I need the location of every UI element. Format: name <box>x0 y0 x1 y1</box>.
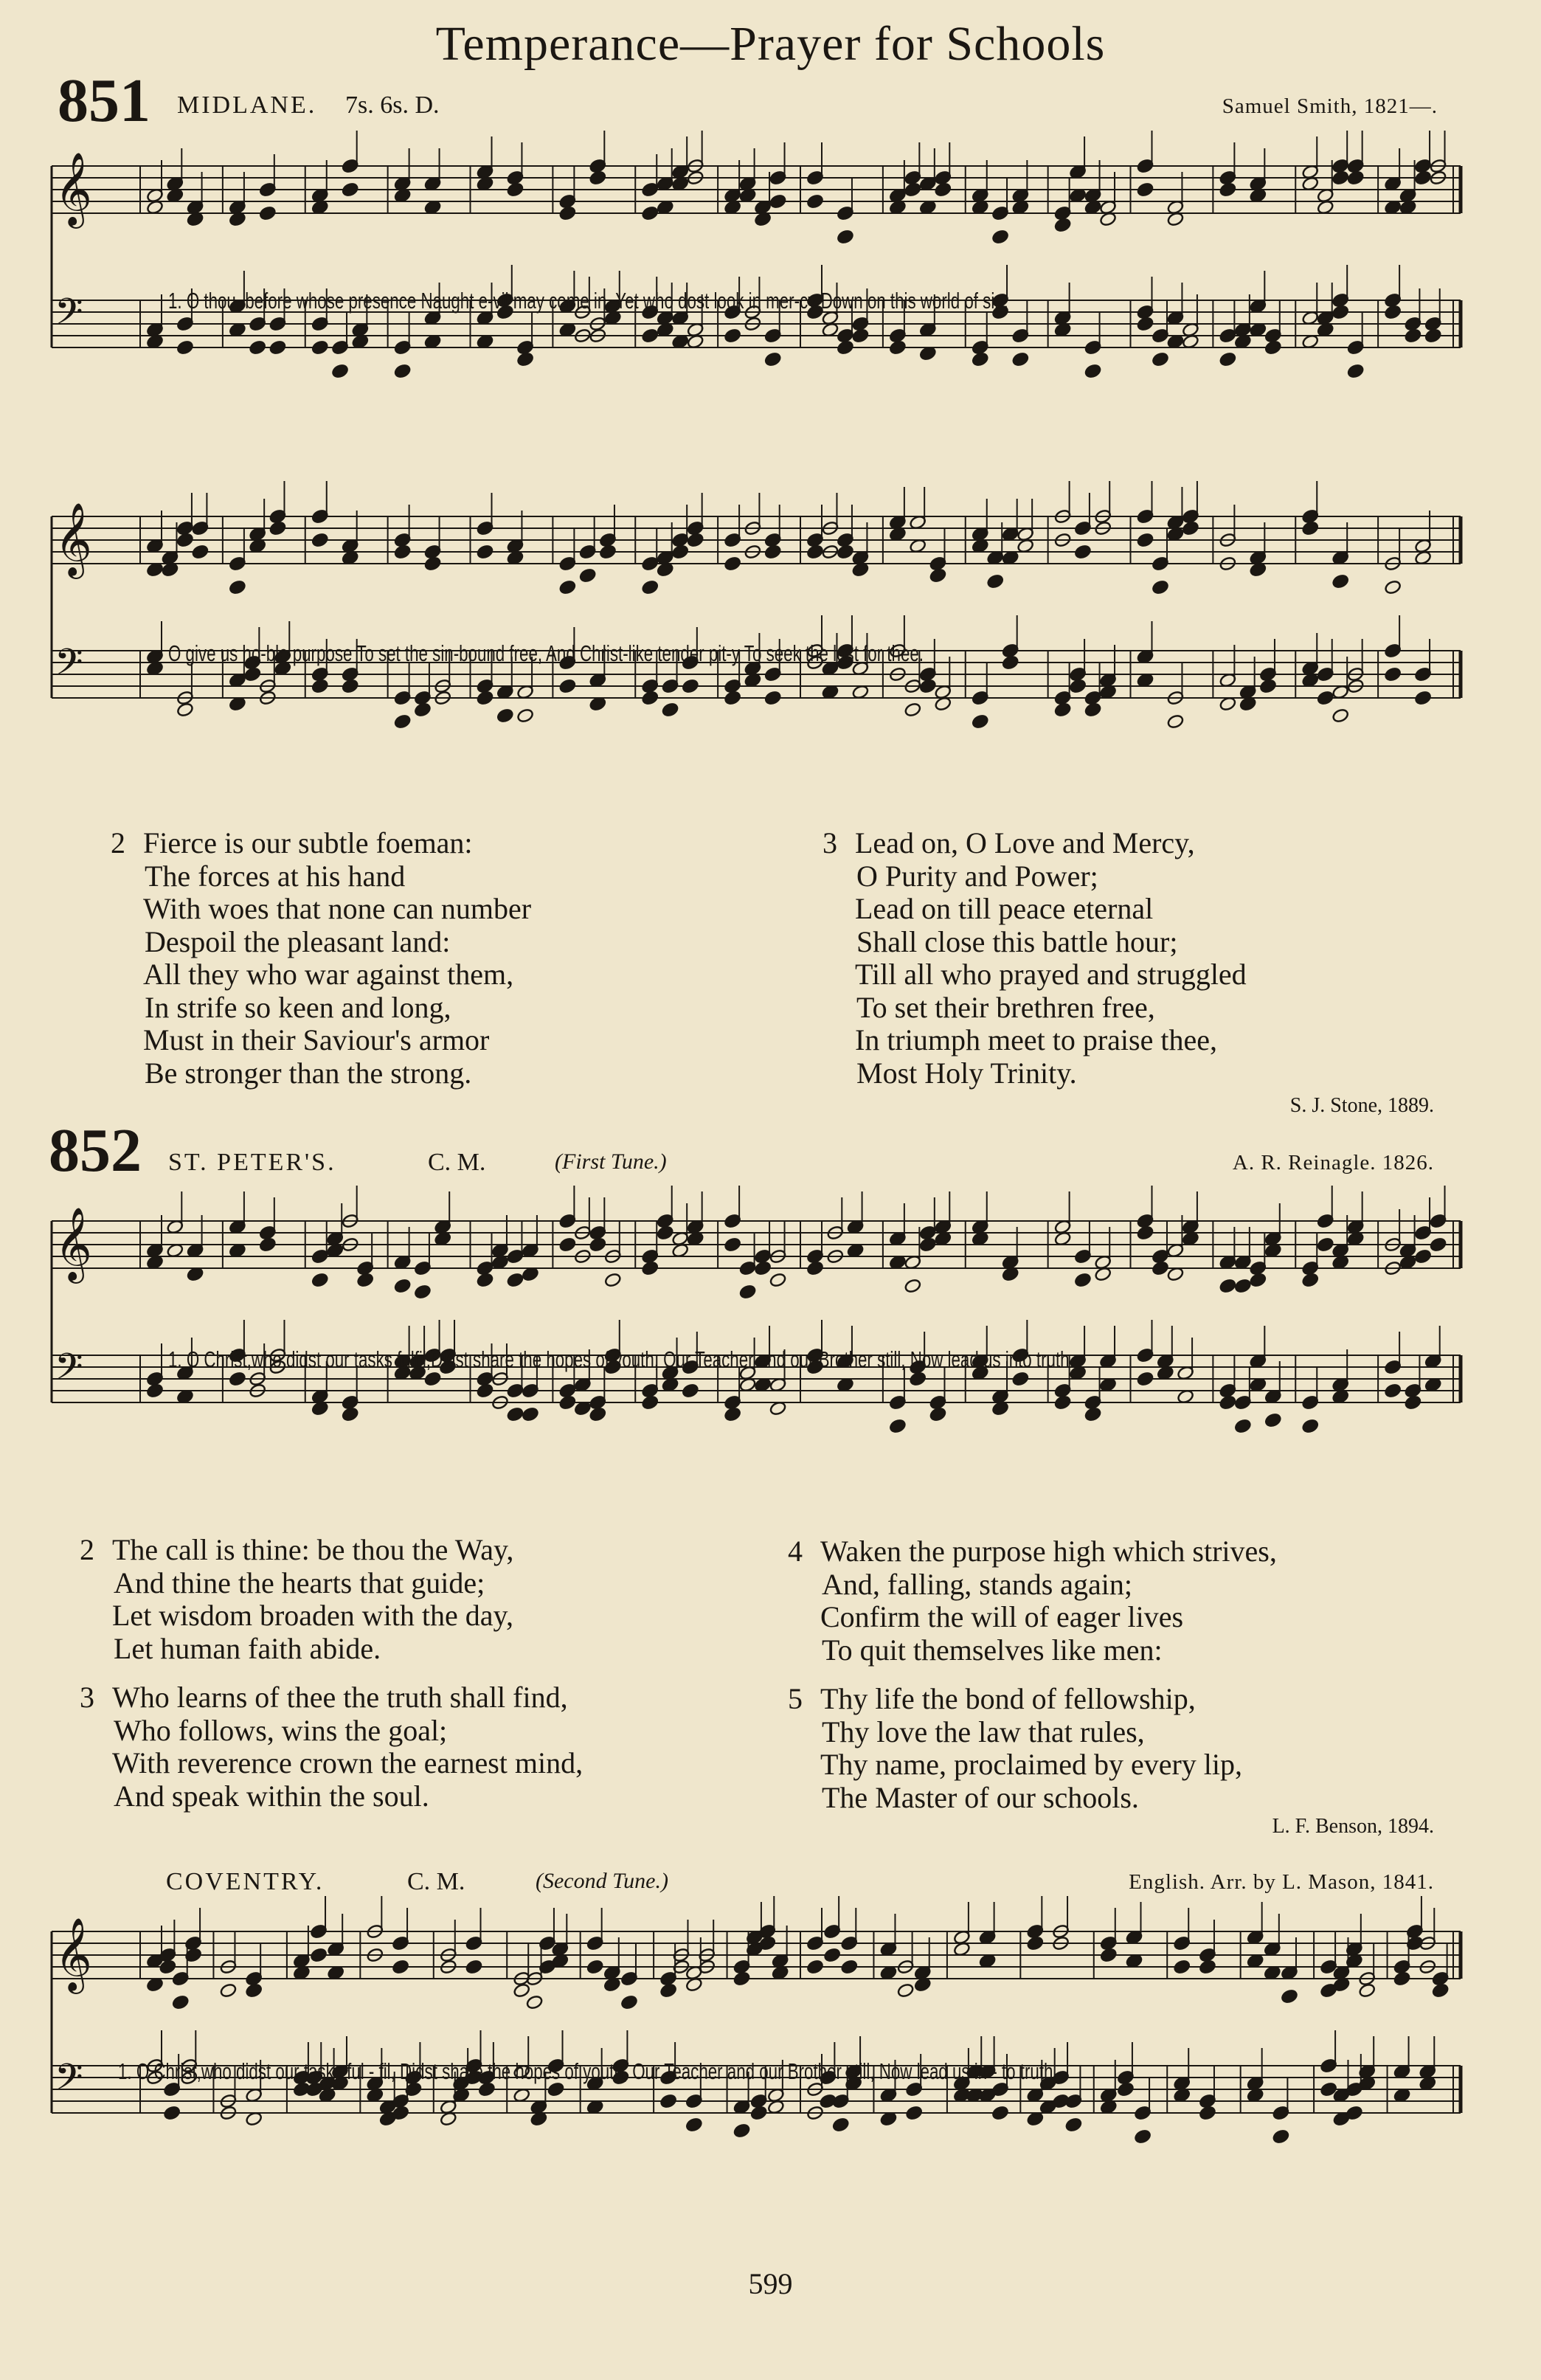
note-head <box>840 1959 858 1974</box>
verse-852-4 <box>788 1535 1277 1667</box>
note-head <box>671 544 689 559</box>
note-head <box>897 1982 915 1998</box>
note-head <box>1384 666 1402 682</box>
note-head <box>558 678 576 693</box>
note-head <box>904 181 921 197</box>
verse-line: Let human faith abide. <box>114 1631 381 1665</box>
note-head <box>991 2105 1009 2120</box>
note-head <box>1054 217 1072 232</box>
tune-name-coventry: COVENTRY. <box>166 1868 325 1895</box>
note-head <box>1136 181 1154 197</box>
note-head <box>1358 1982 1376 1998</box>
note-head <box>1084 1406 1102 1422</box>
bass-clef-icon: 𝄢 <box>55 2056 83 2108</box>
note-head <box>754 1260 772 1276</box>
note-head <box>1166 713 1184 729</box>
note-head <box>929 567 946 583</box>
note-head <box>476 544 494 559</box>
note-head <box>1301 1272 1319 1287</box>
note-head <box>342 1406 359 1422</box>
note-head <box>904 702 921 717</box>
note-head <box>176 339 194 355</box>
note-head <box>657 1225 674 1240</box>
note-head <box>1393 1971 1411 1986</box>
note-head <box>1317 1236 1334 1252</box>
verse-line: With woes that none can number <box>143 892 532 925</box>
meter-851: 7s. 6s. D. <box>345 91 440 119</box>
note-head <box>1432 1982 1450 1998</box>
bass-staff <box>52 2030 1461 2145</box>
verse-line: To set their brethren free, <box>856 990 1155 1024</box>
note-head <box>243 666 261 682</box>
note-head <box>1182 520 1199 536</box>
note-head <box>476 1272 494 1287</box>
note-head <box>526 1994 544 2010</box>
treble-staff <box>52 1186 1461 1300</box>
note-head <box>1199 2105 1216 2120</box>
note-head <box>229 579 246 595</box>
note-head <box>659 2093 677 2109</box>
verse-line: In triumph meet to praise thee, <box>855 1023 1217 1056</box>
note-head <box>739 1284 757 1299</box>
verse-number: 4 <box>788 1535 803 1568</box>
note-head <box>394 544 412 559</box>
note-head <box>191 544 209 559</box>
note-head <box>769 1272 787 1287</box>
note-head <box>724 1406 741 1422</box>
note-head <box>724 556 741 571</box>
note-head <box>1117 2081 1135 2097</box>
bass-clef-icon: 𝄢 <box>55 1346 83 1397</box>
note-head <box>513 1982 530 1998</box>
note-head <box>506 1406 524 1422</box>
note-head <box>310 1947 328 1962</box>
note-head <box>558 579 576 595</box>
note-head <box>558 205 576 221</box>
tune-name-st-peters: ST. PETER'S. <box>168 1149 336 1176</box>
note-head <box>620 1994 638 2010</box>
verse-line: Thy love the law that rules, <box>822 1715 1145 1748</box>
bass-clef-icon: 𝄢 <box>55 291 83 342</box>
page-title: Temperance—Prayer for Schools <box>435 17 1106 71</box>
note-head <box>806 1260 824 1276</box>
note-head <box>806 1959 824 1974</box>
note-head <box>1134 2128 1152 2144</box>
note-head <box>1136 316 1154 331</box>
note-head <box>837 544 854 559</box>
note-head <box>176 702 194 717</box>
lyric-line-851-1: 1. O thou, before whose presence Naught e-vil may come in, Yet who dost look in mer-cy Down on this world of sin, <box>168 288 1008 314</box>
note-head <box>311 678 329 693</box>
note-head <box>516 351 534 367</box>
hymn-number-852: 852 <box>49 1116 142 1185</box>
verse-line: Confirm the will of eager lives <box>820 1600 1184 1633</box>
note-head <box>465 1959 482 1974</box>
treble-clef-icon: 𝄞 <box>55 152 92 226</box>
note-head <box>1084 363 1102 378</box>
note-head <box>1069 678 1087 693</box>
note-head <box>1424 328 1442 343</box>
note-head <box>506 181 524 197</box>
note-head <box>905 2105 923 2120</box>
staff-system <box>52 1186 1461 1434</box>
note-head <box>1332 708 1349 723</box>
note-head <box>764 544 782 559</box>
treble-clef-icon: 𝄞 <box>55 502 92 576</box>
verse-number: 2 <box>111 826 125 859</box>
lyric-line-coventry-1: 1. O Christ,who didst our tasks ful - fil, Didst share the hopes of youth, Our Teacher and our Brother still, Now lead us in - to truth. <box>118 2058 1058 2084</box>
note-head <box>1259 678 1277 693</box>
note-head <box>889 339 907 355</box>
note-head <box>889 1418 907 1433</box>
note-head <box>659 1982 677 1998</box>
verse-852-5 <box>788 1683 1242 1814</box>
verse-852-2 <box>80 1534 513 1665</box>
composer-852: A. R. Reinagle. 1826. <box>1232 1151 1434 1175</box>
staff-system <box>52 1896 1461 2145</box>
verse-line: Lead on till peace eternal <box>855 892 1154 925</box>
verse-852-3 <box>80 1681 583 1813</box>
note-head <box>249 339 266 355</box>
note-head <box>1074 544 1092 559</box>
verse-line: In strife so keen and long, <box>145 990 451 1024</box>
note-head <box>516 708 534 723</box>
verse-line: And speak within the soul. <box>114 1779 429 1813</box>
note-head <box>331 363 349 378</box>
verse-line: Be stronger than the strong. <box>145 1056 472 1090</box>
verse-line: Till all who prayed and struggled <box>855 958 1247 991</box>
note-head <box>1100 1947 1118 1962</box>
note-head <box>929 1406 946 1422</box>
note-head <box>687 532 704 547</box>
note-head <box>356 1272 374 1287</box>
note-head <box>589 1236 606 1252</box>
note-head <box>837 339 854 355</box>
verse-line: O Purity and Power; <box>856 859 1098 893</box>
note-head <box>163 2105 181 2120</box>
note-head <box>1054 702 1072 717</box>
note-head <box>558 1394 576 1410</box>
note-head <box>394 1278 412 1293</box>
note-head <box>750 2105 768 2120</box>
note-head <box>972 713 989 729</box>
treble-staff <box>52 131 1461 245</box>
note-head <box>1347 170 1365 185</box>
verse-line: Who learns of thee the truth shall find, <box>112 1681 568 1714</box>
verse-line: And thine the hearts that guide; <box>114 1566 485 1599</box>
note-head <box>641 579 659 595</box>
note-head <box>1026 1935 1044 1951</box>
note-head <box>1272 2128 1289 2144</box>
note-head <box>1084 702 1102 717</box>
note-head <box>558 1236 576 1252</box>
bass-clef-icon: 𝄢 <box>55 641 83 693</box>
meter-852: C. M. <box>428 1149 486 1176</box>
composer-851: Samuel Smith, 1821—. <box>1222 94 1438 118</box>
note-head <box>1234 1278 1252 1293</box>
note-head <box>682 1383 699 1398</box>
verse-line: Most Holy Trinity. <box>856 1056 1077 1090</box>
note-head <box>1301 520 1319 536</box>
tune-note-coventry: (Second Tune.) <box>536 1869 668 1893</box>
note-head <box>1152 1260 1169 1276</box>
note-head <box>1384 304 1402 319</box>
note-head <box>832 2117 850 2132</box>
note-head <box>1430 1236 1447 1252</box>
note-head <box>1074 1272 1092 1287</box>
verse-line: Despoil the pleasant land: <box>145 924 451 958</box>
note-head <box>904 1278 921 1293</box>
lyric-line-851-2: O give us no-ble purpose To set the sin-bound free, And Christ-like tender pit-y To seek the lost for thee. <box>168 640 924 666</box>
verse-line: Waken the purpose high which strives, <box>820 1535 1277 1568</box>
note-head <box>733 1971 751 1986</box>
note-head <box>1011 351 1029 367</box>
note-head <box>1414 690 1432 705</box>
note-head <box>986 573 1004 589</box>
note-head <box>1199 1959 1216 1974</box>
treble-clef-icon: 𝄞 <box>55 1207 92 1281</box>
note-head <box>641 328 659 343</box>
note-head <box>589 1406 606 1422</box>
music-score-851 <box>52 144 1468 808</box>
note-head <box>424 556 442 571</box>
treble-staff <box>52 1896 1461 2010</box>
note-head <box>311 339 329 355</box>
verse-line: Who follows, wins the goal; <box>114 1713 448 1747</box>
staff-system <box>52 481 1461 730</box>
note-head <box>724 1236 741 1252</box>
note-head <box>1404 1394 1421 1410</box>
note-head <box>909 1371 927 1386</box>
note-head <box>972 351 989 367</box>
author-852: L. F. Benson, 1894. <box>1272 1815 1434 1838</box>
note-head <box>1219 351 1236 367</box>
note-head <box>424 1371 442 1386</box>
note-head <box>146 1383 164 1398</box>
note-head <box>1301 1418 1319 1433</box>
note-head <box>1347 363 1365 378</box>
note-head <box>394 363 412 378</box>
verse-line: Let wisdom broaden with the day, <box>112 1599 513 1632</box>
verse-number: 3 <box>823 826 837 859</box>
verse-line: All they who war against them, <box>143 958 514 991</box>
note-head <box>934 181 952 197</box>
note-head <box>269 339 286 355</box>
note-head <box>641 690 659 705</box>
note-head <box>1219 181 1236 197</box>
note-head <box>685 2117 703 2132</box>
note-head <box>311 532 329 547</box>
note-head <box>641 205 659 221</box>
verse-line: The Master of our schools. <box>822 1780 1139 1814</box>
meter-coventry: C. M. <box>407 1868 465 1895</box>
note-head <box>604 1272 622 1287</box>
verse-line: Lead on, O Love and Mercy, <box>855 826 1195 859</box>
note-head <box>641 1394 659 1410</box>
note-head <box>764 351 782 367</box>
note-head <box>1281 1988 1298 2004</box>
note-head <box>733 2123 751 2138</box>
note-head <box>259 205 277 221</box>
note-head <box>342 678 359 693</box>
note-head <box>1136 1225 1154 1240</box>
note-head <box>1384 1383 1402 1398</box>
note-head <box>1152 579 1169 595</box>
note-head <box>1332 170 1349 185</box>
note-head <box>724 328 741 343</box>
staff-system <box>52 131 1461 379</box>
note-head <box>269 520 286 536</box>
note-head <box>662 702 679 717</box>
note-head <box>259 1236 277 1252</box>
note-head <box>522 1406 539 1422</box>
verse-line: And, falling, stands again; <box>822 1567 1133 1601</box>
note-head <box>599 544 617 559</box>
note-head <box>1136 532 1154 547</box>
lyric-line-852-1: 1. O Christ,who didst our tasks fulfil,Didst share the hopes of youth, Our Teacher and our Brother still, Now lead us into truth. <box>168 1346 1074 1372</box>
note-head <box>919 1236 937 1252</box>
note-head <box>1054 1394 1072 1410</box>
note-head <box>1219 1394 1236 1410</box>
verse-line: With reverence crown the earnest mind, <box>112 1746 583 1779</box>
verse-851-3 <box>823 827 1247 1090</box>
note-head <box>769 193 787 209</box>
note-head <box>476 1383 494 1398</box>
note-head <box>229 1371 246 1386</box>
note-head <box>1136 1371 1154 1386</box>
note-head <box>1332 573 1349 589</box>
tune-note-852: (First Tune.) <box>555 1149 667 1174</box>
hymn-number-851: 851 <box>58 66 150 135</box>
verse-line: Shall close this battle hour; <box>856 924 1178 958</box>
verse-line: The forces at his hand <box>145 859 406 893</box>
note-head <box>806 193 824 209</box>
treble-staff <box>52 481 1461 595</box>
note-head <box>1404 328 1421 343</box>
verse-line: Thy name, proclaimed by every lip, <box>820 1748 1243 1781</box>
bass-staff <box>52 1320 1461 1434</box>
note-head <box>1011 1371 1029 1386</box>
note-head <box>641 1260 659 1276</box>
note-head <box>1219 1278 1236 1293</box>
note-head <box>414 1284 432 1299</box>
verse-line: To quit themselves like men: <box>822 1633 1163 1667</box>
note-head <box>172 1994 190 2010</box>
note-head <box>806 544 824 559</box>
note-head <box>476 690 494 705</box>
note-head <box>1234 1418 1252 1433</box>
note-head <box>764 690 782 705</box>
bass-staff <box>52 615 1461 730</box>
note-head <box>823 1947 841 1962</box>
note-head <box>496 708 514 723</box>
note-head <box>1384 579 1402 595</box>
note-head <box>1173 1959 1191 1974</box>
note-head <box>589 170 606 185</box>
note-head <box>1064 2117 1082 2132</box>
note-head <box>1264 339 1282 355</box>
note-head <box>837 229 854 244</box>
note-head <box>342 181 359 197</box>
treble-clef-icon: 𝄞 <box>55 1917 92 1991</box>
note-head <box>392 1959 409 1974</box>
note-head <box>506 1272 524 1287</box>
verse-number: 2 <box>80 1533 94 1566</box>
verse-number: 5 <box>788 1682 803 1715</box>
note-head <box>586 1959 604 1974</box>
note-head <box>1152 351 1169 367</box>
bass-staff <box>52 265 1461 379</box>
verse-851-2 <box>111 827 531 1090</box>
note-head <box>1317 690 1334 705</box>
note-head <box>176 532 194 547</box>
note-head <box>851 328 869 343</box>
note-head <box>1414 170 1432 185</box>
note-head <box>991 229 1009 244</box>
note-head <box>245 1982 263 1998</box>
note-head <box>1332 304 1349 319</box>
tune-name-midlane: MIDLANE. <box>177 91 317 119</box>
verse-line: Thy life the bond of fellowship, <box>820 1682 1196 1715</box>
composer-coventry: English. Arr. by L. Mason, 1841. <box>1129 1870 1434 1894</box>
author-851: S. J. Stone, 1889. <box>1289 1094 1434 1117</box>
note-head <box>919 678 937 693</box>
verse-line: Fierce is our subtle foeman: <box>143 826 473 859</box>
page-number: 599 <box>748 2267 793 2300</box>
note-head <box>394 713 412 729</box>
note-head <box>1414 1248 1432 1264</box>
note-head <box>724 690 741 705</box>
note-head <box>1264 1412 1282 1428</box>
note-head <box>219 1982 237 1998</box>
note-head <box>1249 1272 1267 1287</box>
verse-number: 3 <box>80 1681 94 1714</box>
note-head <box>414 702 432 717</box>
verse-line: Must in their Saviour's armor <box>143 1023 490 1056</box>
note-head <box>1002 654 1019 670</box>
verse-line: The call is thine: be thou the Way, <box>112 1533 514 1566</box>
note-head <box>311 1272 329 1287</box>
note-head <box>682 678 699 693</box>
note-head <box>579 567 597 583</box>
